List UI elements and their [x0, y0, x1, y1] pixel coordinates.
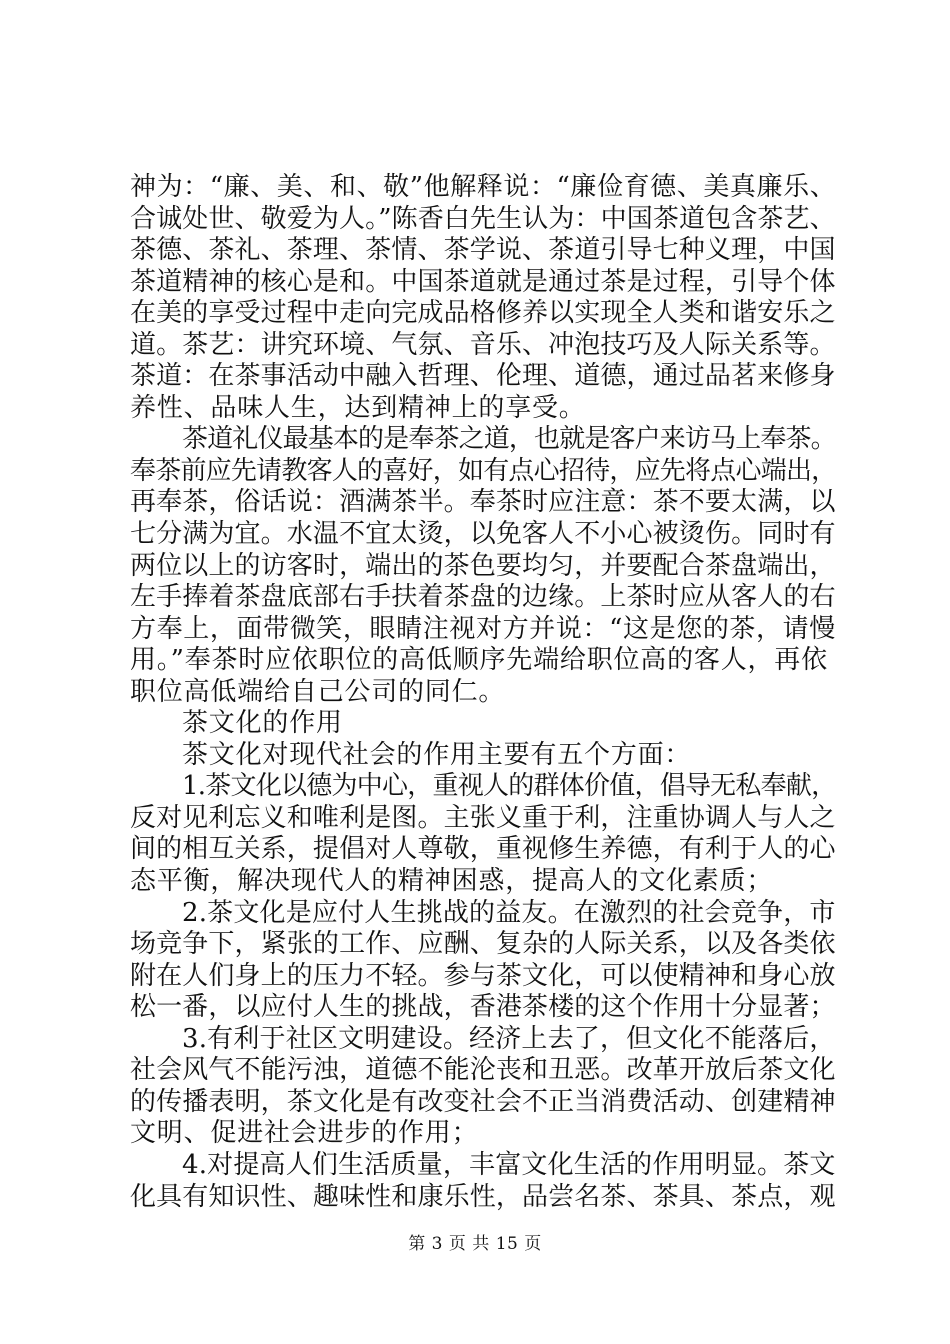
text-line: 奉茶前应先请教客人的喜好，如有点心招待，应先将点心端出， [130, 455, 837, 486]
text-line: 松一番，以应付人生的挑战，香港茶楼的这个作用十分显著； [130, 992, 836, 1023]
text-line: 1.茶文化以德为中心，重视人的群体价值，倡导无私奉献， [182, 771, 837, 802]
text-line: 4.对提高人们生活质量，丰富文化生活的作用明显。茶文 [182, 1149, 836, 1180]
text-line: 附在人们身上的压力不轻。参与茶文化，可以使精神和身心放 [130, 960, 836, 991]
text-line: 用。”奉茶时应依职位的高低顺序先端给职位高的客人，再依 [130, 645, 828, 676]
text-line: 七分满为宜。水温不宜太烫，以免客人不小心被烫伤。同时有 [130, 519, 836, 550]
text-line: 方奉上，面带微笑，眼睛注视对方并说：“这是您的茶，请慢 [130, 613, 836, 644]
text-line: 场竞争下，紧张的工作、应酬、复杂的人际关系，以及各类依 [130, 929, 836, 960]
text-line: 3.有利于社区文明建设。经济上去了，但文化不能落后， [182, 1023, 836, 1054]
text-line: 社会风气不能污浊，道德不能沦丧和丑恶。改革开放后茶文化 [130, 1055, 836, 1086]
text-line: 2.茶文化是应付人生挑战的益友。在激烈的社会竞争，市 [182, 897, 836, 928]
text-line: 再奉茶，俗话说：酒满茶半。奉茶时应注意：茶不要太满，以 [130, 487, 836, 518]
text-line: 文明、促进社会进步的作用； [130, 1118, 479, 1149]
text-line: 反对见利忘义和唯利是图。主张义重于利，注重协调人与人之 [130, 802, 836, 833]
text-line: 茶道精神的核心是和。中国茶道就是通过茶是过程，引导个体 [130, 266, 836, 297]
text-line: 茶德、茶礼、茶理、茶情、茶学说、茶道引导七种义理，中国 [130, 235, 836, 266]
text-line: 左手捧着茶盘底部右手扶着茶盘的边缘。上茶时应从客人的右 [130, 582, 836, 613]
text-line: 在美的享受过程中走向完成品格修养以实现全人类和谐安乐之 [130, 298, 836, 329]
text-line: 茶文化的作用 [182, 708, 343, 739]
text-line: 合诚处世、敬爱为人。”陈香白先生认为：中国茶道包含茶艺、 [130, 203, 836, 234]
text-line: 茶文化对现代社会的作用主要有五个方面： [182, 739, 692, 770]
text-line: 职位高低端给自己公司的同仁。 [130, 676, 506, 707]
text-line: 态平衡，解决现代人的精神困惑，提高人的文化素质； [130, 866, 774, 897]
text-line: 茶道礼仪最基本的是奉茶之道，也就是客户来访马上奉茶。 [182, 424, 836, 455]
text-line: 茶道：在茶事活动中融入哲理、伦理、道德，通过品茗来修身 [130, 361, 836, 392]
body-text [130, 172, 836, 1213]
text-line: 神为：“廉、美、和、敬”他解释说：“廉俭育德、美真廉乐、 [130, 172, 837, 202]
page-footer: 第 3 页 共 15 页 [408, 1234, 542, 1254]
text-line: 化具有知识性、趣味性和康乐性，品尝名茶、茶具、茶点，观 [130, 1181, 836, 1212]
text-line: 的传播表明，茶文化是有改变社会不正当消费活动、创建精神 [130, 1086, 836, 1117]
text-line: 养性、品味人生，达到精神上的享受。 [130, 392, 586, 423]
text-line: 两位以上的访客时，端出的茶色要均匀，并要配合茶盘端出， [130, 550, 836, 581]
text-line: 道。茶艺：讲究环境、气氛、音乐、冲泡技巧及人际关系等。 [130, 329, 836, 360]
text-line: 间的相互关系，提倡对人尊敬，重视修生养德，有利于人的心 [130, 834, 836, 865]
